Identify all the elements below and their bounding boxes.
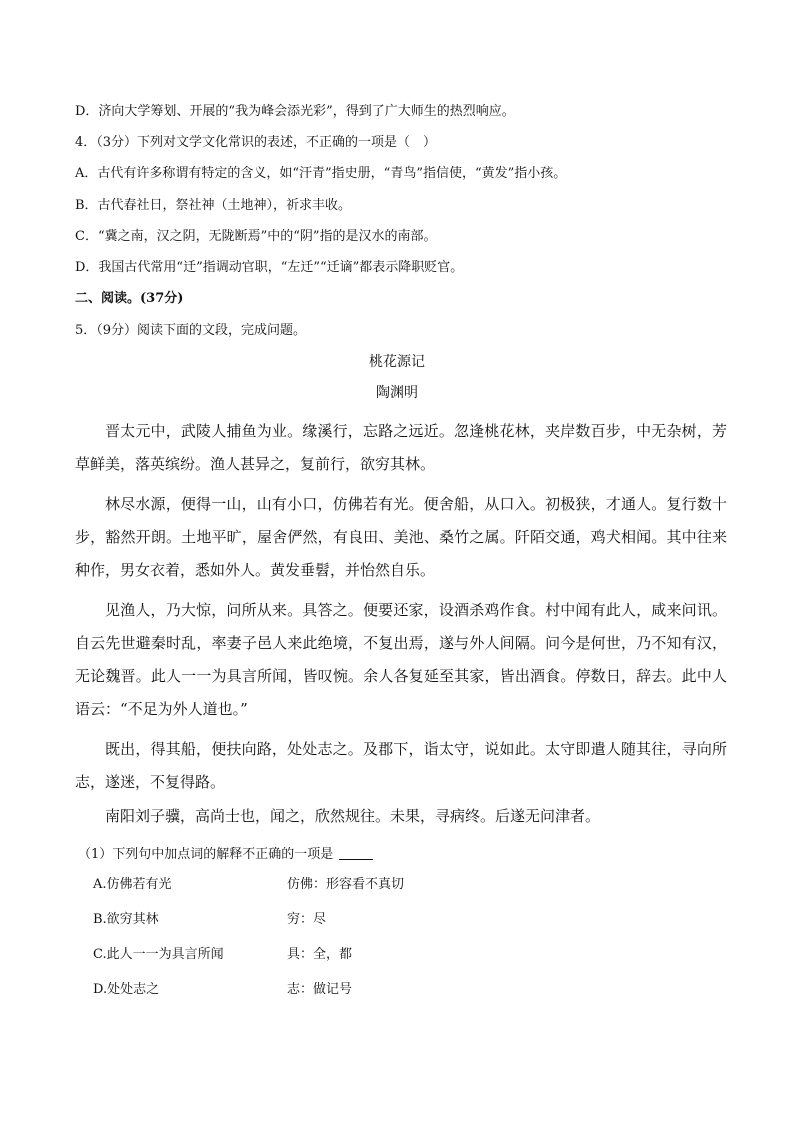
- passage-paragraph-4: 既出，得其船，便扶向路，处处志之。及郡下，诣太守，说如此。太守即遣人随其往，寻向所志，遂迷，不复得路。: [75, 740, 727, 791]
- section-heading-reading: 二、阅读。(37分): [75, 291, 184, 306]
- option-d-sentence: D.处处志之: [93, 982, 160, 997]
- option-a-sentence: A.仿佛若有光: [93, 877, 172, 892]
- q4-option-a: A．古代有许多称谓有特定的含义，如“汗青”指史册，“青鸟”指信使，“黄发”指小孩。: [75, 166, 567, 181]
- q3-option-d: D．济向大学筹划、开展的“我为峰会添光彩”，得到了广大师生的热烈响应。: [75, 104, 515, 119]
- answer-blank[interactable]: [339, 845, 373, 860]
- q5-stem: 5．（9分）阅读下面的文段，完成问题。: [75, 323, 307, 338]
- option-a-gloss: 仿佛：形容看不真切: [287, 877, 405, 892]
- q4-stem: 4．（3分）下列对文学文化常识的表述，不正确的一项是（ ）: [75, 135, 437, 150]
- passage-author: 陶渊明: [376, 385, 418, 401]
- option-c-gloss: 具：全，都: [287, 947, 353, 962]
- q4-option-b: B．古代春社日，祭社神（土地神），祈求丰收。: [75, 198, 352, 213]
- passage-paragraph-5: 南阳刘子骥，高尚士也，闻之，欣然规往。未果，寻病终。后遂无问津者。: [105, 807, 601, 825]
- passage-paragraph-1: 晋太元中，武陵人捕鱼为业。缘溪行，忘路之远近。忽逢桃花林，夹岸数百步，中无杂树，芳草鲜美，落英缤纷。渔人甚异之，复前行，欲穷其林。: [75, 422, 727, 473]
- option-b-gloss: 穷：尽: [287, 912, 327, 927]
- sub-question-1-stem: （1）下列句中加点词的解释不正确的一项是: [78, 847, 334, 862]
- passage-paragraph-2: 林尽水源，便得一山，山有小口，仿佛若有光。便舍船，从口入。初极狭，才通人。复行数十步，豁然开朗。土地平旷，屋舍俨然，有良田、美池、桑竹之属。阡陌交通，鸡犬相闻。其中往来种作，男女衣着，悉如外人。黄发垂髫，并怡然自乐。: [75, 495, 727, 579]
- q4-option-d: D．我国古代常用“迁”指调动官职，“左迁”“迁谪”都表示降职贬官。: [75, 260, 464, 275]
- option-d-gloss: 志：做记号: [287, 982, 353, 997]
- option-c-sentence: C.此人一一为具言所闻: [93, 947, 224, 962]
- q4-option-c: C．“冀之南，汉之阴，无陇断焉”中的“阴”指的是汉水的南部。: [75, 229, 437, 244]
- sub-question-1: [78, 845, 373, 864]
- passage-paragraph-3: 见渔人，乃大惊，问所从来。具答之。便要还家，设酒杀鸡作食。村中闻有此人，咸来问讯。自云先世避秦时乱，率妻子邑人来此绝境，不复出焉，遂与外人间隔。问今是何世，乃不知有汉，无论魏晋。此人一一为具言所闻，皆叹惋。余人各复延至其家，皆出酒食。停数日，辞去。此中人语云：“不足为外人道也。”: [75, 601, 727, 718]
- passage-title: 桃花源记: [369, 354, 425, 370]
- option-b-sentence: B.欲穷其林: [93, 912, 159, 927]
